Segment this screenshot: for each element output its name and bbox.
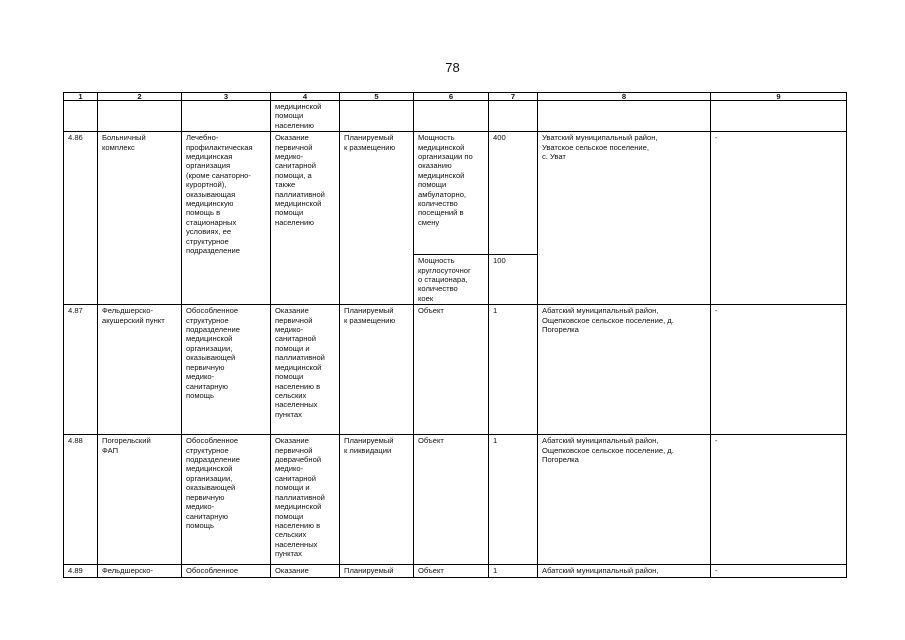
- parameter-cell: Объект: [414, 305, 489, 435]
- column-header: 4: [271, 93, 340, 101]
- row-number-cell: 4.89: [64, 565, 98, 577]
- row-number-cell: 4.87: [64, 305, 98, 435]
- page-number: 78: [445, 60, 460, 75]
- header-row: [64, 93, 847, 101]
- value-cell: 1: [489, 565, 538, 577]
- location-cell: Абатский муниципальный район, Ощепковское сельское поселение, д. Погорелка: [538, 435, 711, 565]
- location-cell: Абатский муниципальный район, Ощепковское сельское поселение, д. Погорелка: [538, 305, 711, 435]
- column-header: 1: [64, 93, 98, 101]
- object-name-cell: Погорельский ФАП: [98, 435, 182, 565]
- value-cell: 100: [489, 255, 538, 305]
- parameter-cell: Мощность круглосуточног о стационара, количество коек: [414, 255, 489, 305]
- column-header: 6: [414, 93, 489, 101]
- purpose-cell: медицинской помощи населению: [271, 101, 340, 132]
- zone-cell: -: [711, 435, 847, 565]
- location-cell: Абатский муниципальный район,: [538, 565, 711, 577]
- table-row: [64, 565, 847, 577]
- status-cell: Планируемый к размещению: [340, 305, 414, 435]
- status-cell: Планируемый к ликвидации: [340, 435, 414, 565]
- zone-cell: -: [711, 305, 847, 435]
- object-type-cell: Обособленное: [182, 565, 271, 577]
- column-header: 9: [711, 93, 847, 101]
- object-name-cell: Фельдшерско-: [98, 565, 182, 577]
- column-header: 8: [538, 93, 711, 101]
- row-number-cell: 4.86: [64, 132, 98, 305]
- column-header: 5: [340, 93, 414, 101]
- table-row: [64, 305, 847, 435]
- value-cell: 1: [489, 435, 538, 565]
- column-header: 2: [98, 93, 182, 101]
- object-type-cell: Обособленное структурное подразделение медицинской организации, оказывающей первичную медико- санитарную помощь: [182, 305, 271, 435]
- value-cell: 400: [489, 132, 538, 255]
- status-cell: Планируемый: [340, 565, 414, 577]
- column-header: 7: [489, 93, 538, 101]
- value-cell: 1: [489, 305, 538, 435]
- object-type-cell: Лечебно- профилактическая медицинская организация (кроме санаторно- курортной), оказывающая медицинскую помощь в стационарных условиях, ее структурное подразделение: [182, 132, 271, 305]
- parameter-cell: Объект: [414, 435, 489, 565]
- object-name-cell: Больничный комплекс: [98, 132, 182, 305]
- object-type-cell: Обособленное структурное подразделение медицинской организации, оказывающей первичную медико- санитарную помощь: [182, 435, 271, 565]
- row-number-cell: 4.88: [64, 435, 98, 565]
- purpose-cell: Оказание первичной медико- санитарной помощи, а также паллиативной медицинской помощи населению: [271, 132, 340, 305]
- parameter-cell: Объект: [414, 565, 489, 577]
- parameter-cell: Мощность медицинской организации по оказанию медицинской помощи амбулаторно, количество посещений в смену: [414, 132, 489, 255]
- object-name-cell: Фельдшерско- акушерский пункт: [98, 305, 182, 435]
- location-cell: Уватский муниципальный район, Уватское сельское поселение, с. Уват: [538, 132, 711, 305]
- purpose-cell: Оказание: [271, 565, 340, 577]
- zone-cell: -: [711, 132, 847, 305]
- table-row: [64, 435, 847, 565]
- continuation-row: [64, 101, 847, 132]
- column-header: 3: [182, 93, 271, 101]
- zone-cell: -: [711, 565, 847, 577]
- purpose-cell: Оказание первичной доврачебной медико- санитарной помощи и паллиативной медицинской помощи населению в сельских населенных пунктах: [271, 435, 340, 565]
- purpose-cell: Оказание первичной медико- санитарной помощи и паллиативной медицинской помощи населению в сельских населенных пунктах: [271, 305, 340, 435]
- status-cell: Планируемый к размещению: [340, 132, 414, 305]
- table-row: [64, 132, 847, 255]
- facilities-table: [63, 92, 847, 578]
